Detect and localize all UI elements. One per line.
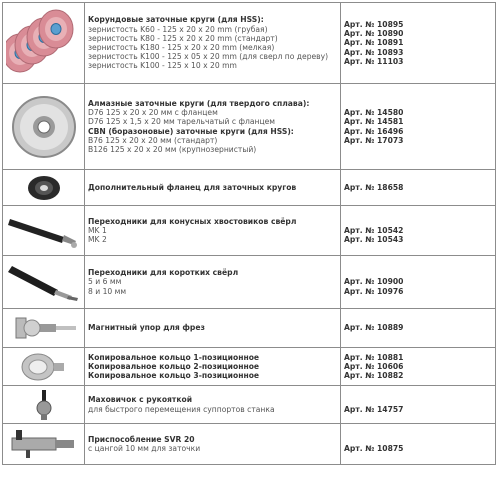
product-title: Дополнительный фланец для заточных кругов: [88, 182, 297, 192]
article-number: [344, 217, 495, 226]
product-spec-line: B76 125 x 20 x 20 мм (стандарт): [88, 135, 218, 145]
article-number: Арт. № 10881: [344, 352, 404, 362]
article-numbers: [341, 386, 496, 424]
product-description: [85, 309, 341, 348]
product-description: [85, 386, 341, 424]
article-numbers: [341, 309, 496, 348]
article-number: [344, 395, 495, 404]
article-number: Арт. № 14580: [344, 108, 404, 118]
product-title: Приспособление SVR 20: [88, 434, 195, 444]
product-spec-line: MK 2: [88, 235, 107, 245]
article-number: Арт. № 10900: [344, 277, 404, 287]
article-number: Арт. № 10875: [344, 444, 404, 453]
article-number: Арт. № 17073: [344, 135, 404, 145]
product-spec-line: B126 125 x 20 x 20 мм (крупнозернистый): [88, 144, 257, 154]
flange-icon: [3, 173, 84, 203]
product-spec-line: D76 125 x 20 x 20 мм с фланцем: [88, 108, 218, 118]
article-number: Арт. № 10882: [344, 371, 404, 381]
article-number: Арт. № 10543: [344, 235, 404, 245]
copy-ring-icon: [3, 351, 84, 383]
product-description: [85, 170, 341, 206]
product-image-cell: [3, 256, 85, 309]
product-spec-line: зернистость K60 - 125 x 20 x 20 mm (грубая): [88, 24, 268, 34]
article-number: Арт. № 10891: [344, 38, 404, 48]
product-title: Копировальное кольцо 3-позиционное: [88, 371, 260, 381]
diamond-wheel-icon: [3, 93, 84, 161]
article-numbers: [341, 348, 496, 386]
product-spec-line: с цангой 10 мм для заточки: [88, 444, 201, 453]
product-description: [85, 348, 341, 386]
product-description: [85, 3, 341, 84]
product-image-cell: [3, 3, 85, 84]
article-number: Арт. № 10976: [344, 286, 404, 296]
product-row: [3, 386, 496, 424]
product-title: Копировальное кольцо 2-позиционное: [88, 361, 260, 371]
product-image-cell: [3, 170, 85, 206]
magnetic-stop-icon: [3, 312, 84, 344]
product-image-cell: [3, 348, 85, 386]
article-number: Арт. № 11103: [344, 56, 404, 66]
article-number: Арт. № 10542: [344, 225, 404, 235]
product-row: [3, 424, 496, 465]
product-title: Переходники для конусных хвостовиков свёрл: [88, 216, 297, 226]
article-number: Арт. № 10890: [344, 29, 404, 39]
product-row: [3, 348, 496, 386]
article-number: Арт. № 14581: [344, 117, 404, 127]
article-number: Арт. № 18658: [344, 182, 404, 192]
product-spec-line: 8 и 10 мм: [88, 286, 127, 296]
product-title: Магнитный упор для фрез: [88, 323, 205, 333]
taper-adapter-icon: [3, 211, 84, 251]
product-image-cell: [3, 424, 85, 465]
handwheel-icon: [3, 388, 84, 422]
article-numbers: [341, 424, 496, 465]
product-title: CBN (боразоновые) заточные круги (для HSS):: [88, 126, 294, 136]
article-number: [344, 99, 495, 108]
product-spec-line: зернистость K100 - 125 x 05 x 20 mm (для сверл по дереву): [88, 52, 329, 62]
product-spec-line: зернистость K180 - 125 x 20 x 20 mm (мелкая): [88, 43, 275, 52]
article-numbers: [341, 84, 496, 170]
product-spec-line: зернистость K100 - 125 x 10 x 20 mm: [88, 61, 237, 71]
article-numbers: [341, 170, 496, 206]
short-drill-adapter-icon: [3, 260, 84, 304]
article-number: Арт. № 10893: [344, 47, 404, 57]
grinding-wheels-icon: [3, 7, 84, 79]
product-row: [3, 170, 496, 206]
article-number: Арт. № 10606: [344, 361, 404, 371]
article-numbers: [341, 256, 496, 309]
product-row: [3, 309, 496, 348]
product-image-cell: [3, 84, 85, 170]
product-image-cell: [3, 386, 85, 424]
product-spec-line: зернистость K80 - 125 x 20 x 20 mm (стандарт): [88, 33, 278, 43]
svr-fixture-icon: [3, 426, 84, 462]
article-number: Арт. № 10895: [344, 19, 404, 29]
product-row: [3, 256, 496, 309]
product-row: [3, 3, 496, 84]
article-number: [344, 435, 495, 444]
product-title: Копировальное кольцо 1-позиционное: [88, 352, 260, 362]
article-number: [344, 145, 495, 154]
product-row: [3, 84, 496, 170]
catalog-table: [2, 2, 496, 465]
product-spec-line: MK 1: [88, 225, 107, 235]
product-spec-line: D76 125 x 1,5 x 20 мм тарельчатый с фланцем: [88, 117, 276, 127]
product-title: Маховичок с рукояткой: [88, 395, 193, 405]
product-spec-line: 5 и 6 мм: [88, 277, 122, 287]
product-description: [85, 206, 341, 256]
product-description: [85, 424, 341, 465]
article-number: Арт. № 10889: [344, 323, 404, 333]
article-number: Арт. № 16496: [344, 126, 404, 136]
product-description: [85, 256, 341, 309]
product-title: Переходники для коротких свёрл: [88, 268, 239, 278]
product-row: [3, 206, 496, 256]
article-numbers: [341, 206, 496, 256]
product-title: Алмазные заточные круги (для твердого сплава):: [88, 98, 310, 108]
product-spec-line: для быстрого перемещения суппортов станка: [88, 404, 275, 414]
article-number: [344, 268, 495, 277]
product-image-cell: [3, 206, 85, 256]
product-description: [85, 84, 341, 170]
article-numbers: [341, 3, 496, 84]
product-image-cell: [3, 309, 85, 348]
product-title: Корундовые заточные круги (для HSS):: [88, 15, 264, 25]
article-number: Арт. № 14757: [344, 404, 404, 414]
